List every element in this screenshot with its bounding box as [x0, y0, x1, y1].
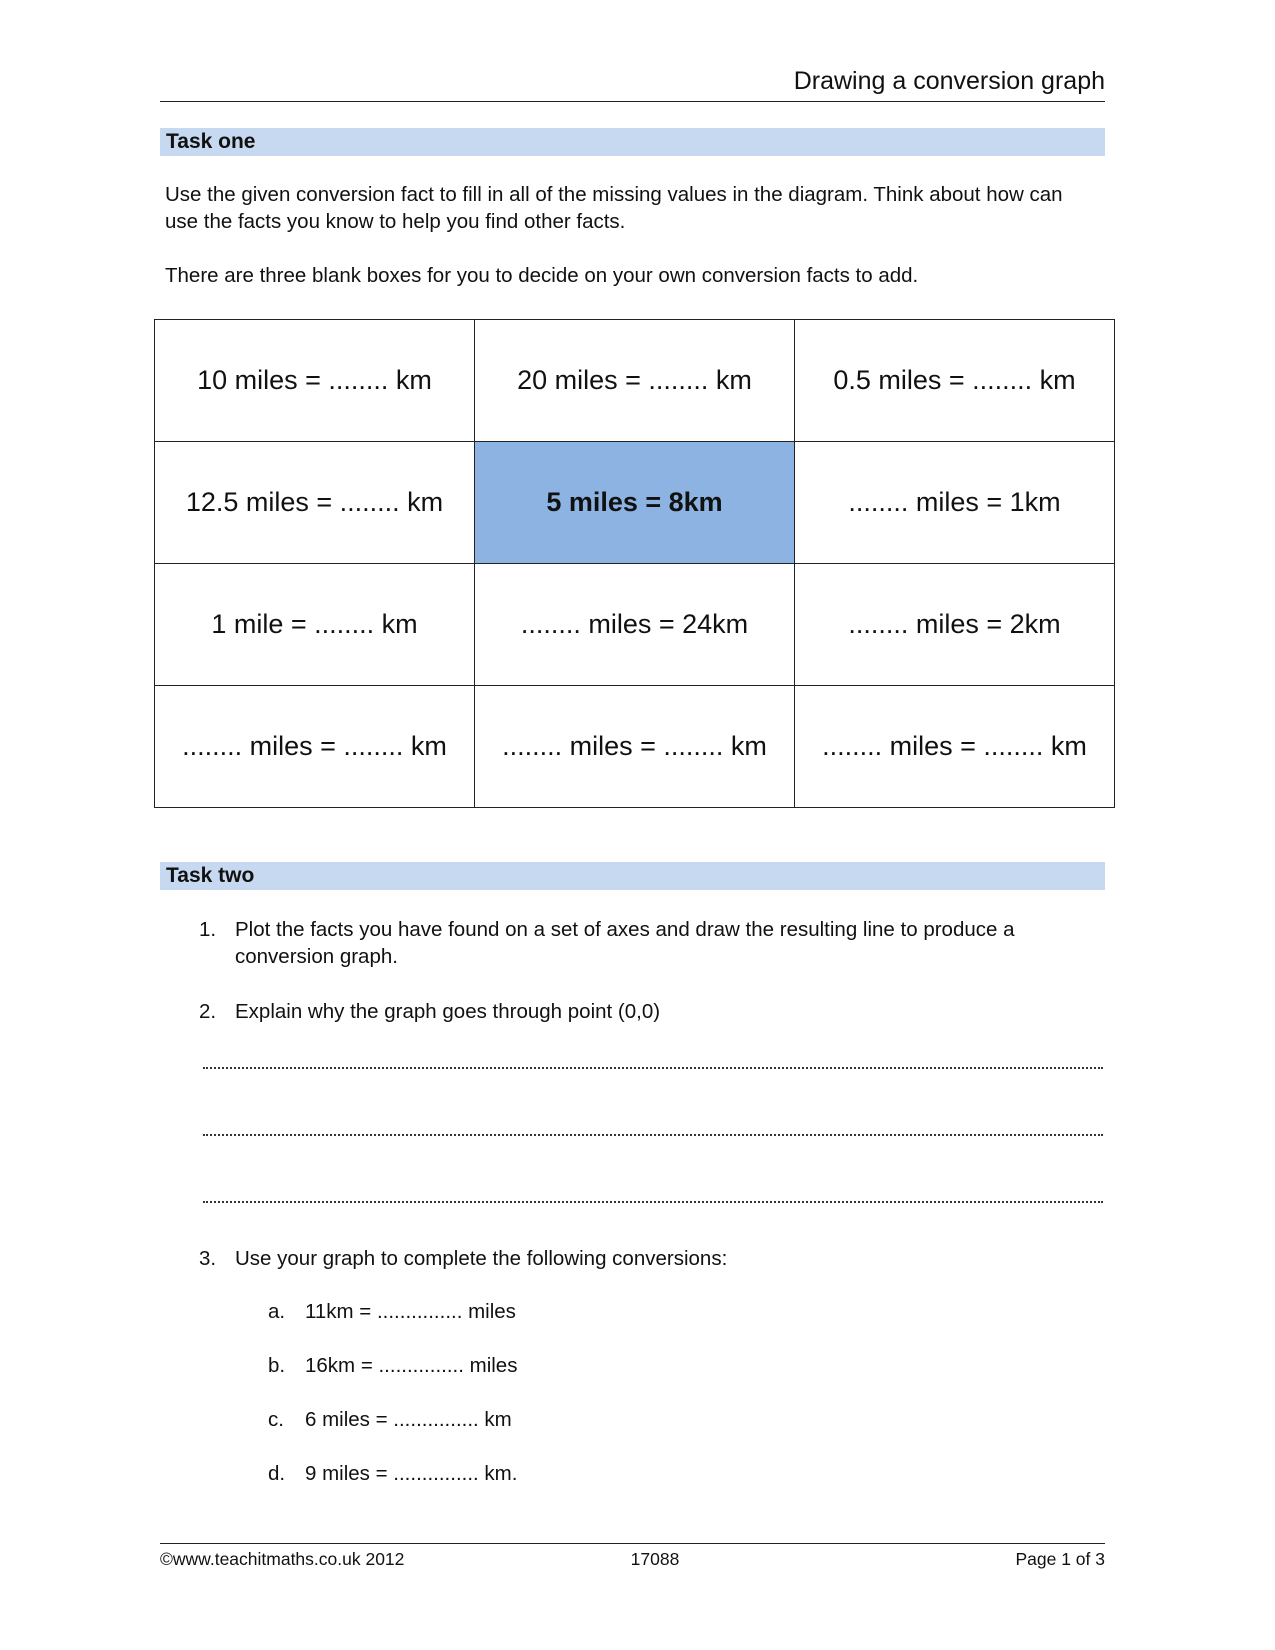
grid-row	[155, 442, 1115, 564]
footer-rule	[160, 1543, 1105, 1544]
footer-page-number: Page 1 of 3	[1015, 1549, 1105, 1569]
question-3	[199, 1245, 1079, 1275]
grid-cell: 1 mile = ........ km	[155, 564, 475, 686]
sub-question-text: 11km = ............... miles	[305, 1300, 516, 1323]
grid-cell: ........ miles = 1km	[795, 442, 1115, 564]
sub-question-text: 9 miles = ............... km.	[305, 1462, 518, 1485]
grid-cell: 10 miles = ........ km	[155, 320, 475, 442]
sub-question-c	[268, 1406, 768, 1436]
footer-copyright: ©www.teachitmaths.co.uk 2012	[160, 1549, 405, 1569]
grid-cell: ........ miles = 2km	[795, 564, 1115, 686]
sub-question-letter: b.	[268, 1354, 286, 1377]
sub-question-letter: d.	[268, 1462, 286, 1485]
grid-row	[155, 686, 1115, 808]
sub-question-text: 6 miles = ............... km	[305, 1408, 512, 1431]
question-text: Explain why the graph goes through point (0,0)	[235, 1000, 661, 1023]
task-one-instructions: Use the given conversion fact to fill in all of the missing values in the diagram. Think about how can use the facts you know to help you find other facts.	[165, 183, 1063, 233]
grid-cell: ........ miles = 24km	[475, 564, 795, 686]
task-two-heading: Task two	[160, 862, 1105, 890]
question-text: Plot the facts you have found on a set of axes and draw the resulting line to produce a conversion graph.	[235, 918, 1015, 968]
task-one-note: There are three blank boxes for you to decide on your own conversion facts to add.	[165, 264, 919, 287]
grid-row	[155, 564, 1115, 686]
given-fact-cell: 5 miles = 8km	[475, 442, 795, 564]
footer-resource-code: 17088	[630, 1549, 680, 1569]
answer-line[interactable]	[203, 1067, 1103, 1069]
header-rule	[160, 101, 1105, 102]
question-number: 1.	[199, 918, 217, 941]
task-one-heading: Task one	[160, 128, 1105, 156]
question-2	[199, 998, 1079, 1028]
question-number: 2.	[199, 1000, 217, 1023]
grid-row	[155, 320, 1115, 442]
sub-question-a	[268, 1298, 768, 1328]
page-title: Drawing a conversion graph	[793, 67, 1105, 95]
grid-cell: 0.5 miles = ........ km	[795, 320, 1115, 442]
answer-line[interactable]	[203, 1134, 1103, 1136]
grid-cell: ........ miles = ........ km	[475, 686, 795, 808]
conversion-facts-grid	[154, 319, 1115, 808]
answer-line[interactable]	[203, 1201, 1103, 1203]
sub-question-b	[268, 1352, 768, 1382]
grid-cell: 20 miles = ........ km	[475, 320, 795, 442]
question-text: Use your graph to complete the following conversions:	[235, 1247, 728, 1270]
grid-cell: 12.5 miles = ........ km	[155, 442, 475, 564]
grid-cell: ........ miles = ........ km	[155, 686, 475, 808]
sub-question-letter: a.	[268, 1300, 286, 1323]
sub-question-text: 16km = ............... miles	[305, 1354, 518, 1377]
question-number: 3.	[199, 1247, 217, 1270]
sub-question-letter: c.	[268, 1408, 284, 1431]
grid-cell: ........ miles = ........ km	[795, 686, 1115, 808]
sub-question-d	[268, 1460, 768, 1490]
question-1	[199, 916, 1079, 976]
